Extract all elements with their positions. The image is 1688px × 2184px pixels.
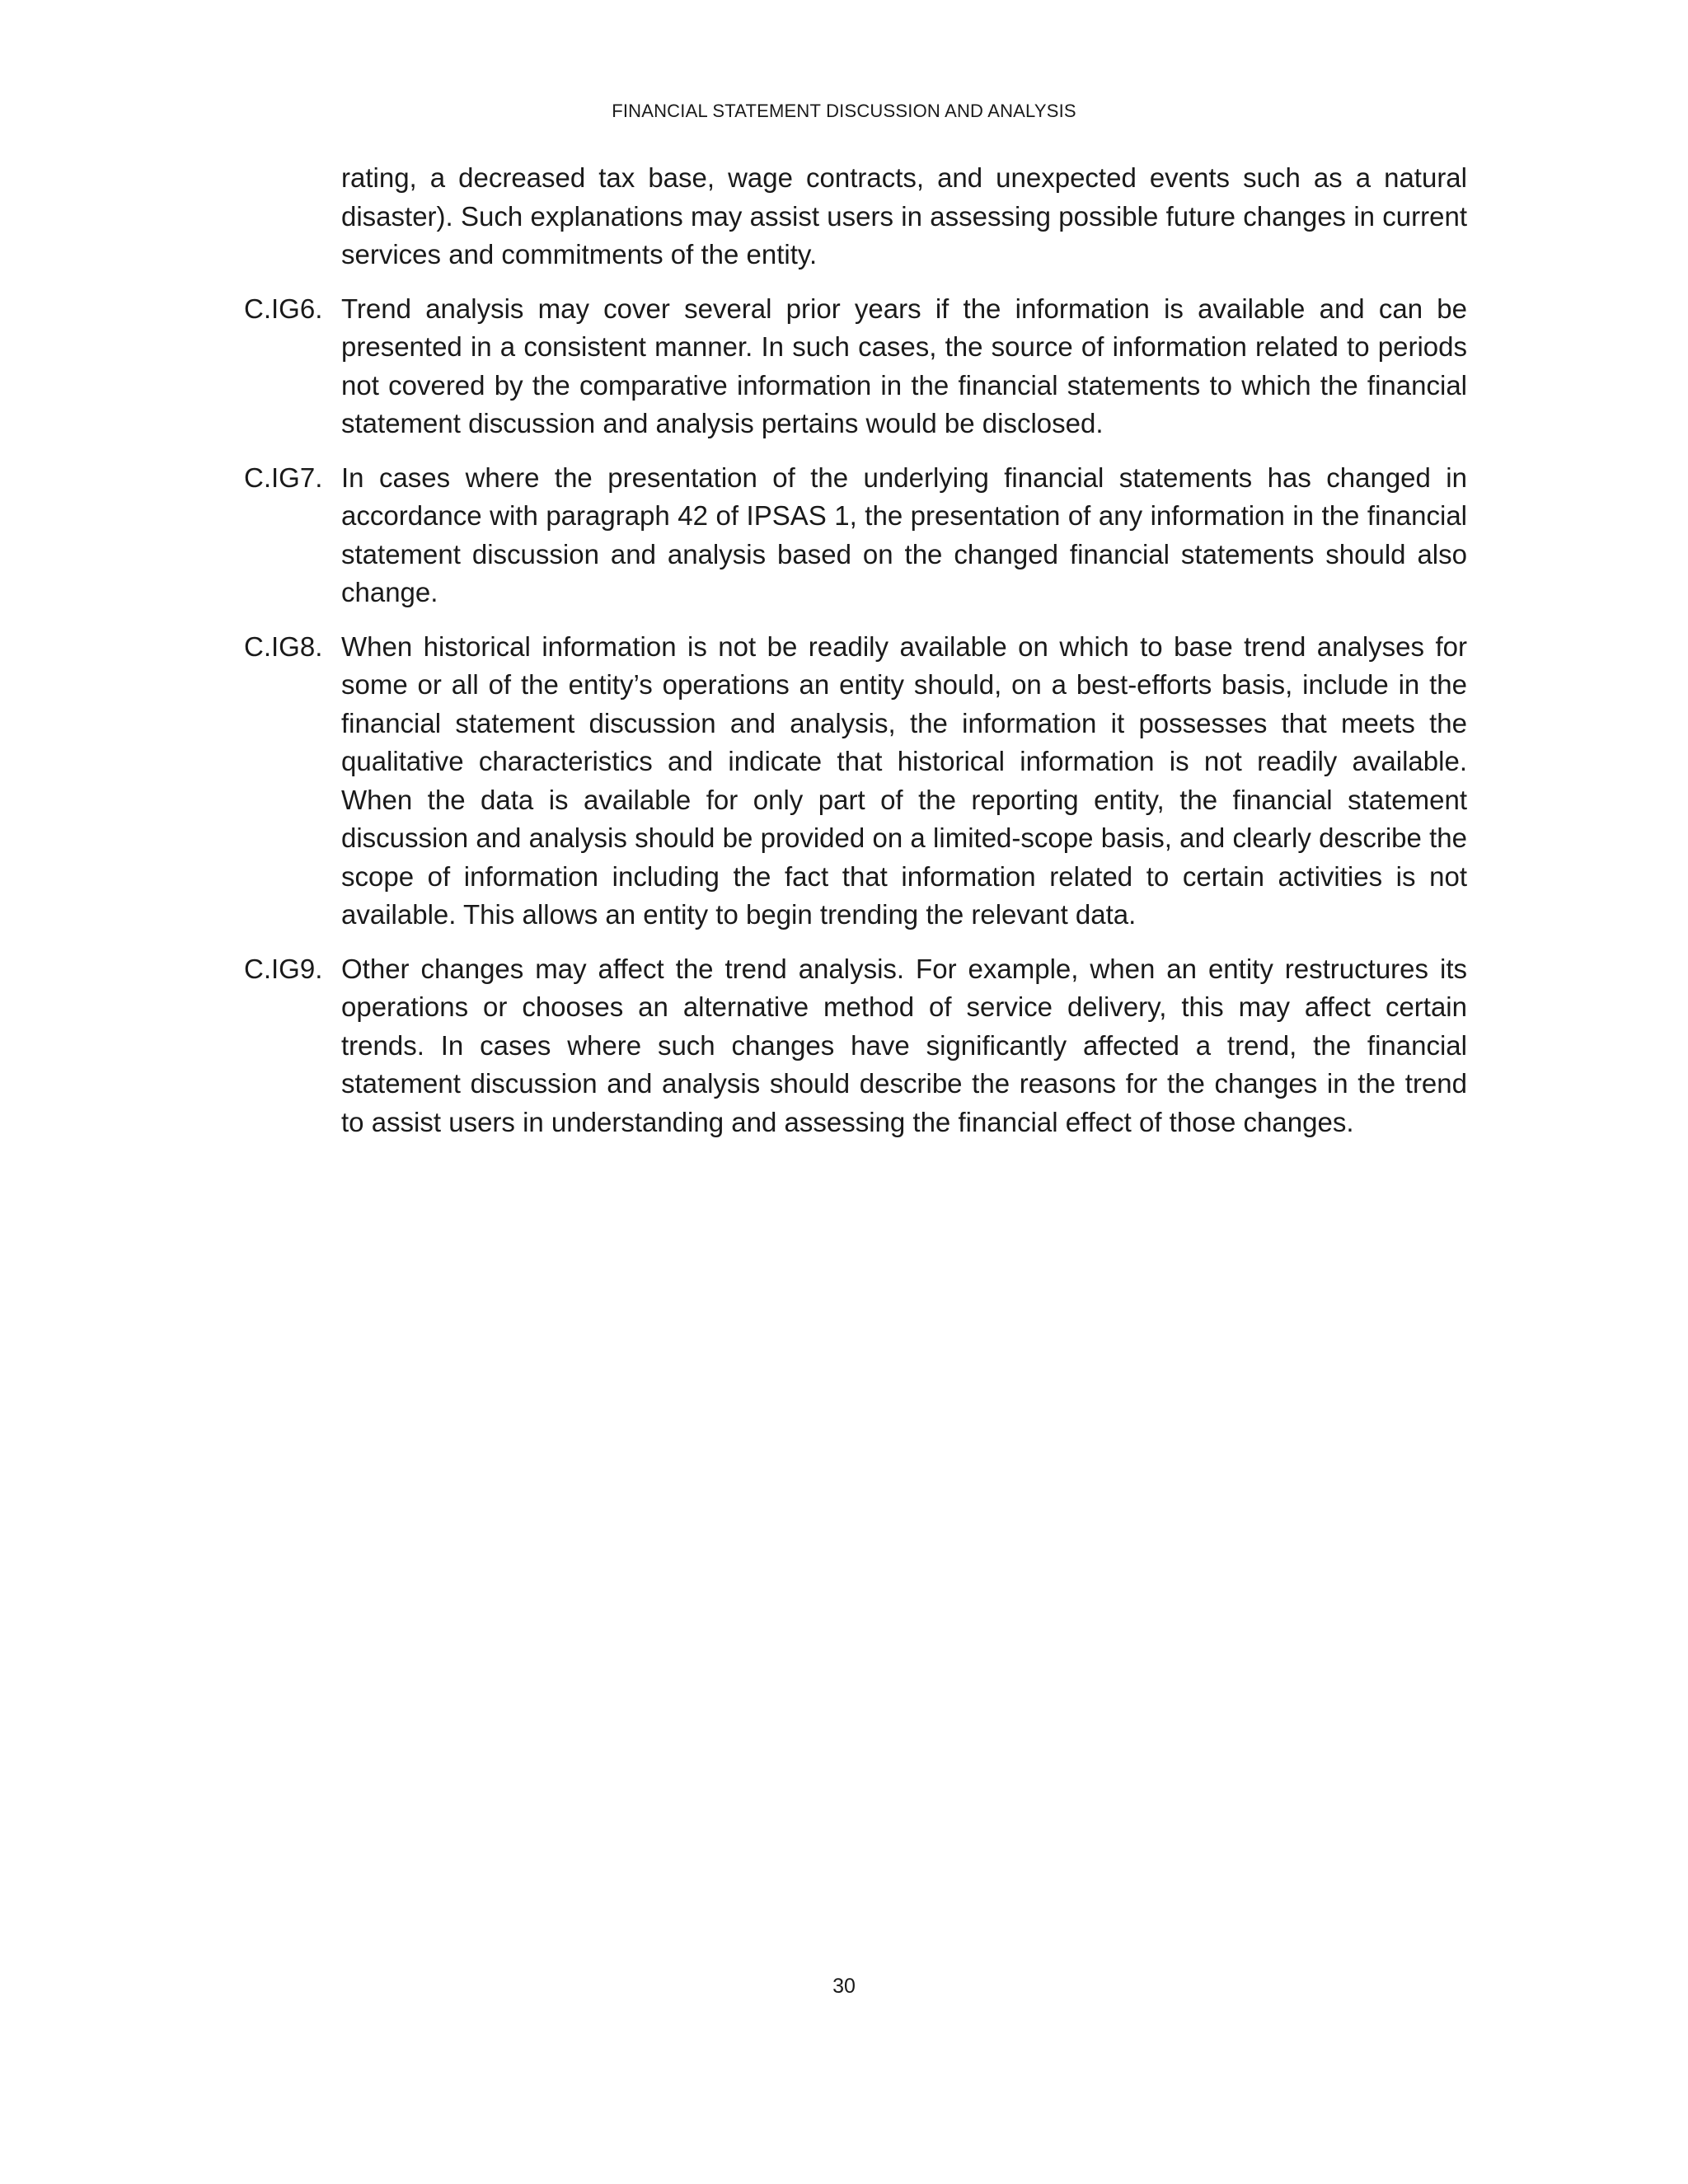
paragraph-number: C.IG6. (244, 293, 323, 324)
paragraph-text: In cases where the presentation of the underlying financial statements has changed in accordance with paragraph 42 of IPSAS 1, the presentation of any information in the financial statement discussion and analysis based on the changed financial statements should also change. (341, 462, 1467, 607)
paragraph-c-ig6 (244, 290, 1467, 443)
paragraph-number (244, 159, 341, 274)
paragraph-c-ig8 (244, 628, 1467, 935)
paragraph-text: rating, a decreased tax base, wage contracts, and unexpected events such as a natural disaster). Such explanations may assist users in assessing possible future changes in current services and commitments of the entity. (341, 162, 1467, 269)
paragraph-c-ig9 (244, 950, 1467, 1142)
paragraph-c-ig7 (244, 459, 1467, 612)
paragraph-number: C.IG9. (244, 953, 323, 984)
running-header: FINANCIAL STATEMENT DISCUSSION AND ANALYSIS (612, 101, 1076, 121)
paragraph-text: Other changes may affect the trend analysis. For example, when an entity restructures its operations or chooses an alternative method of service delivery, this may affect certain trends. In cases where such changes have significantly affected a trend, the financial statement discussion and analysis should describe the reasons for the changes in the trend to assist users in understanding and assessing the financial effect of those changes. (341, 953, 1467, 1137)
paragraph-number: C.IG8. (244, 630, 323, 662)
document-body (244, 159, 1467, 1157)
paragraph-number: C.IG7. (244, 462, 323, 493)
paragraph-text: Trend analysis may cover several prior years if the information is available and can be presented in a consistent manner. In such cases, the source of information related to periods not covered by the comparative information in the financial statements to which the financial statement discussion and analysis pertains would be disclosed. (341, 293, 1467, 438)
paragraph-continuation (244, 159, 1467, 274)
page-number: 30 (832, 1975, 856, 1998)
paragraph-text: When historical information is not be readily available on which to base trend analyses for some or all of the entity’s operations an entity should, on a best-efforts basis, include in the financial statement discussion and analysis, the information it possesses that meets the qualitative characteristics and indicate that historical information is not readily available. When the data is available for only part of the reporting entity, the financial statement discussion and analysis should be provided on a limited-scope basis, and clearly describe the scope of information including the fact that information related to certain activities is not available. This allows an entity to begin trending the relevant data. (341, 630, 1467, 930)
